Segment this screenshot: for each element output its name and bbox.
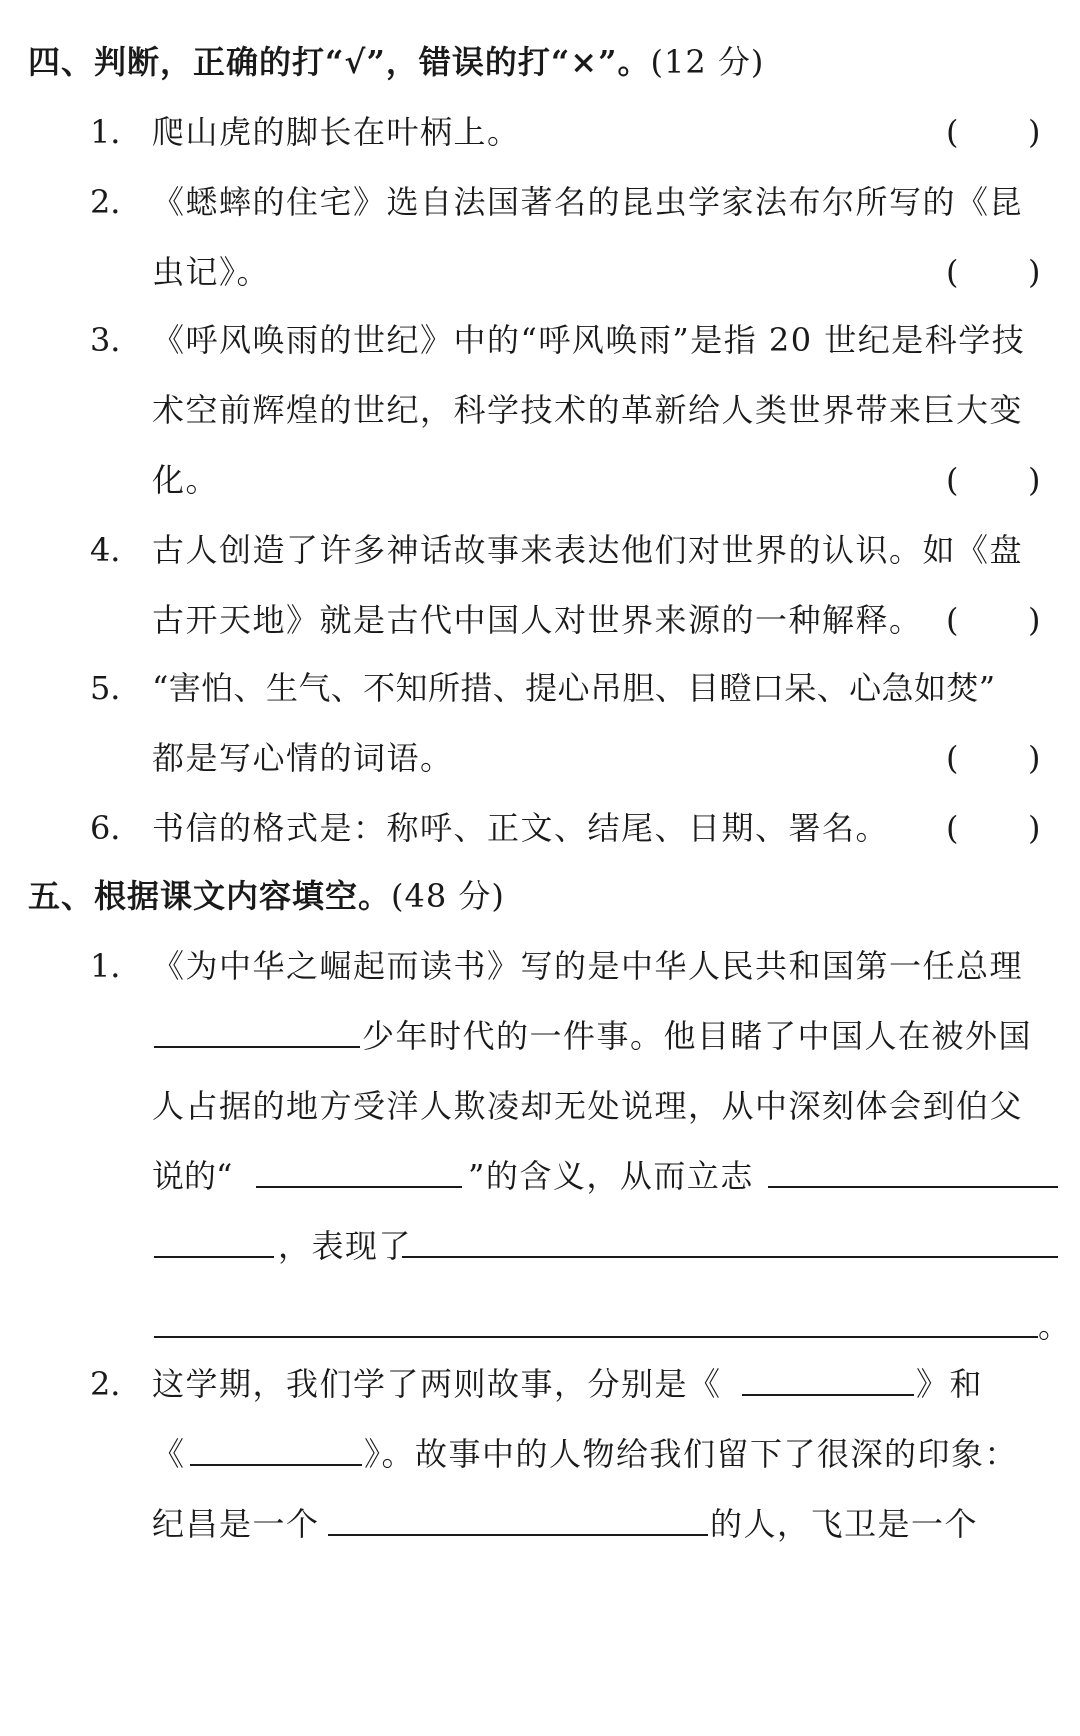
judgment-item-4 [0,520,1080,580]
item-text: 化。 [152,461,220,499]
answer-blank[interactable] [768,1146,1058,1188]
judgment-item-2 [0,172,1080,232]
paren-close: ) [1028,113,1041,151]
fill-item-2 [0,1354,1080,1414]
item-text: 爬山虎的脚长在叶柄上。 [152,113,521,151]
item-text: 》。故事中的人物给我们留下了很深的印象： [364,1435,1019,1473]
paren-open: ( [946,809,959,847]
judgment-item-3 [0,310,1080,370]
fill-item-1-line2 [0,1006,1080,1066]
item-text: 的人，飞卫是一个 [710,1505,979,1543]
fill-item-2-line2 [0,1424,1080,1484]
item-number: 1． [90,947,143,985]
answer-blank[interactable] [256,1146,462,1188]
item-number: 4． [90,531,143,569]
judgment-item-3-cont2 [0,450,1080,510]
item-text: “害怕、生气、不知所措、提心吊胆、目瞪口呆、心急如焚” [152,669,996,707]
item-text: 《 [152,1435,185,1473]
answer-paren[interactable] [946,450,1046,510]
section-5-score: (48 分) [391,877,505,915]
paren-close: ) [1028,601,1041,639]
fill-item-1-line6 [0,1296,1080,1356]
judgment-item-5-cont [0,728,1080,788]
item-text: 说的“ [152,1157,233,1195]
judgment-item-5 [0,658,1080,718]
answer-paren[interactable] [946,798,1046,858]
item-text: 古人创造了许多神话故事来表达他们对世界的认识。如《盘 [152,531,1024,569]
answer-blank[interactable] [742,1354,914,1396]
item-text: 古开天地》就是古代中国人对世界来源的一种解释。 [152,601,923,639]
paren-open: ( [946,253,959,291]
item-text: 术空前辉煌的世纪，科学技术的革新给人类世界带来巨大变 [152,391,1024,429]
item-text: 《为中华之崛起而读书》写的是中华人民共和国第一任总理 [152,947,1024,985]
fill-item-1 [0,936,1080,996]
item-number: 2． [90,183,143,221]
section-5-title [28,866,505,926]
judgment-item-4-cont [0,590,1080,650]
section-5-title-text: 五、根据课文内容填空。 [28,877,392,915]
item-number: 5． [90,669,143,707]
item-number: 6． [90,809,143,847]
item-text: 少年时代的一件事。他目睹了中国人在被外国 [362,1017,1033,1055]
item-text: 虫记》。 [152,253,271,291]
item-text: 《呼风唤雨的世纪》中的“呼风唤雨”是指 20 世纪是科学技 [152,321,1026,359]
item-text: 人占据的地方受洋人欺凌却无处说理，从中深刻体会到伯父 [152,1087,1024,1125]
paren-close: ) [1028,461,1041,499]
item-number: 1． [90,113,143,151]
item-text: ，表现了 [278,1227,413,1265]
item-text: 》和 [916,1365,984,1403]
item-text: 纪昌是一个 [152,1505,320,1543]
item-text: 这学期，我们学了两则故事，分别是《 [152,1365,722,1403]
fill-item-1-line3 [0,1076,1080,1136]
fill-item-1-line5 [0,1216,1080,1276]
answer-blank[interactable] [328,1494,708,1536]
paren-close: ) [1028,809,1041,847]
answer-blank[interactable] [190,1424,362,1466]
answer-paren[interactable] [946,728,1046,788]
item-number: 2． [90,1365,143,1403]
judgment-item-2-cont [0,242,1080,302]
paren-open: ( [946,461,959,499]
item-number: 3． [90,321,143,359]
answer-blank[interactable] [154,1296,1038,1338]
answer-paren[interactable] [946,590,1046,650]
answer-paren[interactable] [946,242,1046,302]
answer-blank[interactable] [402,1216,1058,1258]
item-text: 都是写心情的词语。 [152,739,454,777]
fill-item-1-line4 [0,1146,1080,1206]
judgment-item-3-cont [0,380,1080,440]
judgment-item-1 [0,102,1080,162]
paren-close: ) [1028,253,1041,291]
item-text: 。 [1038,1307,1071,1345]
fill-item-2-line3 [0,1494,1080,1554]
section-4-title [28,32,764,92]
judgment-item-6 [0,798,1080,858]
answer-blank[interactable] [154,1006,360,1048]
section-4-title-text: 四、判断，正确的打“√”，错误的打“×”。 [28,43,651,81]
paren-close: ) [1028,739,1041,777]
section-4-score: (12 分) [650,43,765,81]
answer-paren[interactable] [946,102,1046,162]
answer-blank[interactable] [154,1216,274,1258]
paren-open: ( [946,113,959,151]
paren-open: ( [946,601,959,639]
item-text: ”的含义，从而立志 [468,1157,754,1195]
item-text: 《蟋蟀的住宅》选自法国著名的昆虫学家法布尔所写的《昆 [152,183,1024,221]
item-text: 书信的格式是：称呼、正文、结尾、日期、署名。 [152,809,890,847]
paren-open: ( [946,739,959,777]
